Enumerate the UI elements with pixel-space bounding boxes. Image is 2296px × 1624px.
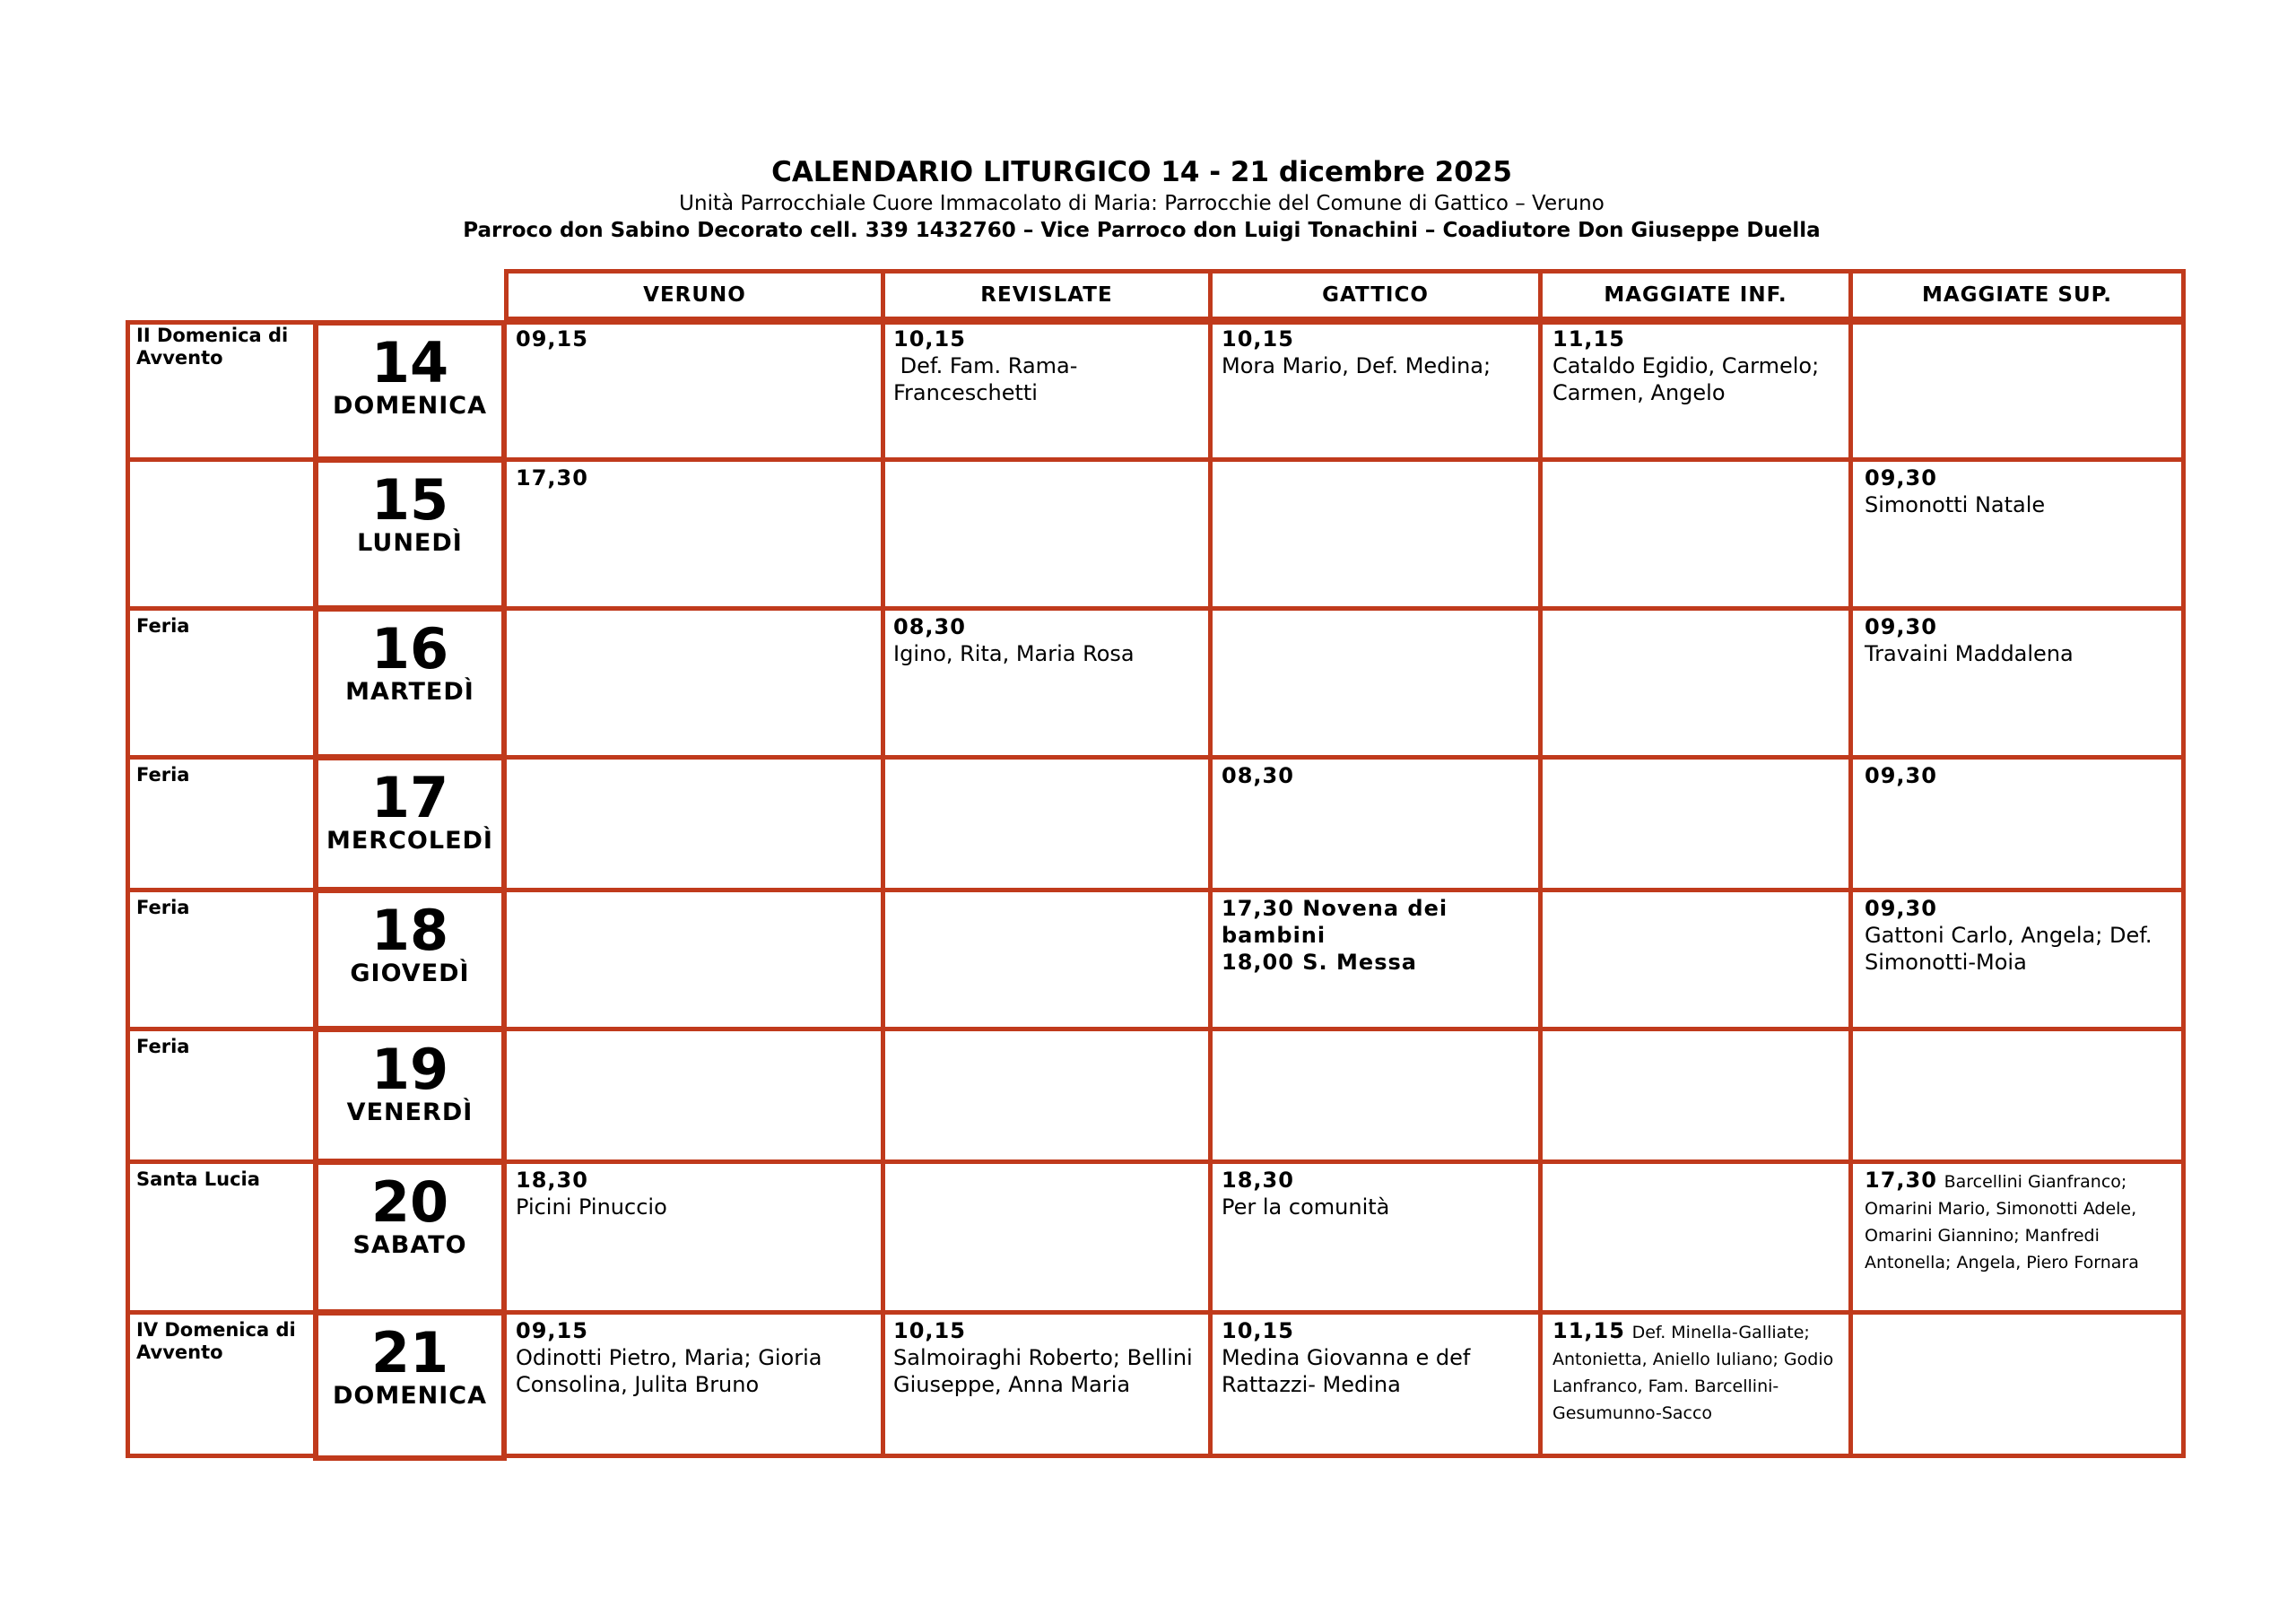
mass-time: 09,15 — [516, 1318, 588, 1343]
day-box — [313, 1310, 507, 1461]
mass-intentions: Salmoiraghi Roberto; Bellini Giuseppe, Anna Maria — [893, 1345, 1193, 1397]
mass-intentions: Medina Giovanna e def Rattazzi- Medina — [1222, 1345, 1471, 1397]
feast-label: Feria — [136, 764, 190, 786]
mass-time: 09,30 — [1865, 763, 1937, 788]
weekday-name: DOMENICA — [332, 392, 488, 420]
mass-intentions: Gattoni Carlo, Angela; Def. Simonotti-Moia — [1865, 923, 2152, 975]
day-number: 19 — [370, 1037, 449, 1102]
day-number: 15 — [370, 467, 449, 533]
column-header-revislate: REVISLATE — [881, 269, 1213, 321]
weekday-name: LUNEDÌ — [357, 529, 463, 557]
mass-cell-maggiate-sup — [1865, 1167, 2180, 1274]
column-header-maggiate-sup: MAGGIATE SUP. — [1848, 269, 2186, 321]
mass-cell-gattico — [1222, 326, 1535, 379]
mass-time: 17,30 — [1865, 1168, 1937, 1193]
mass-cell-veruno — [516, 1167, 874, 1220]
mass-time: 08,30 — [1222, 763, 1294, 788]
feast-label: Feria — [136, 1036, 190, 1057]
mass-cell-revislate — [893, 1317, 1203, 1398]
weekday-name: MERCOLEDÌ — [326, 827, 493, 855]
mass-cell-maggiate-inf — [1552, 326, 1844, 406]
mass-time: 18,30 — [1222, 1168, 1294, 1193]
day-number: 18 — [370, 898, 449, 963]
mass-intentions: Travaini Maddalena — [1865, 641, 2074, 666]
day-box — [313, 320, 507, 462]
mass-time: 11,15 — [1552, 1318, 1625, 1343]
weekday-name: GIOVEDÌ — [350, 960, 470, 987]
mass-time: 09,30 — [1865, 896, 1937, 921]
day-number: 16 — [370, 616, 449, 682]
novena-time: 17,30 Novena dei bambini — [1222, 896, 1448, 948]
weekday-name: MARTEDÌ — [345, 678, 474, 706]
mass-time: 08,30 — [893, 614, 966, 639]
mass-intentions: Def. Fam. Rama-Franceschetti — [893, 353, 1078, 405]
page-title: CALENDARIO LITURGICO 14 - 21 dicembre 2025 — [771, 156, 1512, 188]
mass-cell-maggiate-sup — [1865, 895, 2179, 976]
column-header-gattico: GATTICO — [1208, 269, 1543, 321]
mass-time: 11,15 — [1552, 326, 1625, 352]
mass-intentions: Picini Pinuccio — [516, 1194, 667, 1220]
mass-intentions: Cataldo Egidio, Carmelo; Carmen, Angelo — [1552, 353, 1820, 405]
mass-time: 17,30 — [516, 465, 588, 491]
mass-time-secondary: 18,00 S. Messa — [1222, 950, 1417, 975]
day-box — [313, 1027, 507, 1164]
mass-time: 09,30 — [1865, 465, 1937, 491]
day-box — [313, 606, 507, 760]
day-number: 17 — [370, 765, 449, 830]
mass-intentions: Odinotti Pietro, Maria; Gioria Consolina, Julita Bruno — [516, 1345, 822, 1397]
mass-cell-revislate — [893, 613, 1203, 667]
mass-cell-revislate — [893, 326, 1203, 406]
mass-intentions: Igino, Rita, Maria Rosa — [893, 641, 1135, 666]
mass-cell-maggiate-sup — [1865, 613, 2179, 667]
mass-cell-gattico — [1222, 1317, 1535, 1398]
pastors-line: Parroco don Sabino Decorato cell. 339 1432760 – Vice Parroco don Luigi Tonachini – Coadiutore Don Giuseppe Duella — [463, 219, 1821, 242]
mass-intentions: Mora Mario, Def. Medina; — [1222, 353, 1492, 378]
mass-time: 09,30 — [1865, 614, 1937, 639]
mass-time: 09,15 — [516, 326, 588, 352]
mass-cell-gattico — [1222, 895, 1464, 976]
day-box — [313, 1159, 507, 1315]
day-box — [313, 457, 507, 611]
mass-cell-maggiate-sup — [1865, 465, 2179, 518]
mass-intentions: Def. Minella-Galliate; Antonietta, Aniello Iuliano; Godio Lanfranco, Fam. Barcellini-Gesumunno-Sacco — [1552, 1323, 1834, 1423]
column-header-maggiate-inf: MAGGIATE INF. — [1538, 269, 1853, 321]
mass-time: 10,15 — [893, 326, 966, 352]
mass-cell-veruno — [516, 326, 874, 352]
mass-cell-gattico — [1222, 762, 1535, 789]
day-number: 20 — [370, 1169, 449, 1235]
mass-intentions: Simonotti Natale — [1865, 492, 2046, 517]
day-box — [313, 888, 507, 1031]
day-box — [313, 755, 507, 892]
mass-cell-veruno — [516, 465, 874, 491]
mass-intentions: Per la comunità — [1222, 1194, 1390, 1220]
feast-label: II Domenica di Avvento — [136, 325, 289, 369]
feast-label: IV Domenica di Avvento — [136, 1319, 296, 1363]
mass-time: 10,15 — [1222, 326, 1294, 352]
mass-cell-veruno — [516, 1317, 874, 1398]
mass-cell-maggiate-inf — [1552, 1317, 1844, 1425]
column-header-veruno: VERUNO — [504, 269, 885, 321]
mass-time: 18,30 — [516, 1168, 588, 1193]
mass-cell-gattico — [1222, 1167, 1535, 1220]
feast-label: Santa Lucia — [136, 1168, 260, 1190]
mass-time: 10,15 — [1222, 1318, 1294, 1343]
weekday-name: VENERDÌ — [346, 1099, 474, 1126]
day-number: 21 — [370, 1320, 449, 1385]
weekday-name: SABATO — [352, 1231, 467, 1259]
page-subtitle: Unità Parrocchiale Cuore Immacolato di Maria: Parrocchie del Comune di Gattico – Veruno — [679, 192, 1605, 215]
weekday-name: DOMENICA — [332, 1382, 488, 1410]
mass-time: 10,15 — [893, 1318, 966, 1343]
feast-label: Feria — [136, 897, 190, 918]
day-number: 14 — [370, 330, 449, 395]
mass-cell-maggiate-sup — [1865, 762, 2179, 789]
mass-intentions: Barcellini Gianfranco; Omarini Mario, Simonotti Adele, Omarini Giannino; Manfredi Antonella; Angela, Piero Fornara — [1865, 1172, 2139, 1272]
document-header — [0, 154, 2296, 244]
feast-label: Feria — [136, 615, 190, 637]
